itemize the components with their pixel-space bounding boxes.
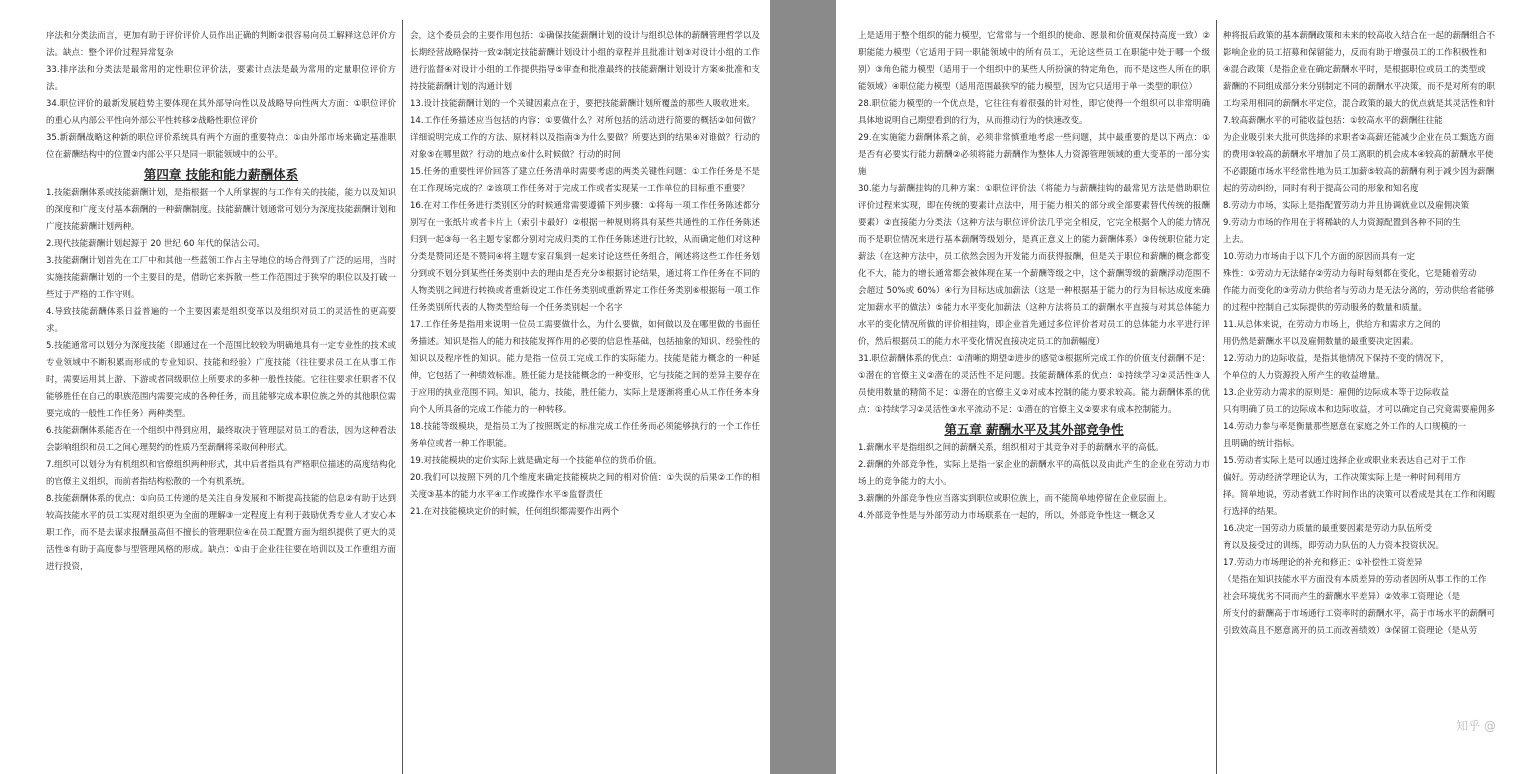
paragraph: 3.技能薪酬计划首先在工厂中和其他一些蓝领工作占主导地位的场合得到了广泛的运用，当时实施技能薪酬计划的一个主要目的是，借助它来拆散一些工作范围过于狭窄的职位以及打破一些过于严格的工作守则。: [46, 256, 396, 300]
text-line: 不必跟随市场水平经常性地为员工加薪⑤较高的薪酬有利于减少因为薪酬: [1223, 167, 1495, 177]
text-line: 育以及接受过的训练，即劳动力队伍的人力资本投资状况。: [1223, 541, 1445, 551]
text-line: 上去。: [1223, 235, 1249, 245]
text-line: 个单位的人力资源投入所产生的收益增量。: [1223, 371, 1385, 381]
text-line: 14.劳动力参与率是衡量那些愿意在家庭之外工作的人口规模的一: [1223, 422, 1467, 432]
text-line: 种将报后政策的基本薪酬政策和未来的较高收入结合在一起的薪酬组合不: [1223, 31, 1496, 41]
paragraph: 14.工作任务描述应当包括的内容：①要做什么？对所包括的活动进行简要的概括②如何做？详细说明完成工作的方法、原材料以及指南③为什么要做？所要达到的结果④对谁做？行动的对象⑤在哪里做？行动的地点⑥什么时候做？行动的时间: [410, 116, 760, 160]
text-line: 10.劳动力市场由于以下几个方面的原因而具有一定: [1223, 252, 1416, 262]
paragraph: 13.设计技能薪酬计划的一个关键因素点在于，要把技能薪酬计划所覆盖的那些人吸收进来。: [410, 99, 756, 109]
paragraph: 1.技能薪酬体系或技能薪酬计划，是指根据一个人所掌握的与工作有关的技能，能力以及知识的深度和广度支付基本薪酬的一种薪酬制度。技能薪酬计划通常可划分为深度技能薪酬计划和广度技能薪酬计划两种。: [46, 188, 396, 232]
left-column-1: [46, 20, 403, 774]
text-line: 11.从总体来说，在劳动力市场上，供给方和需求方之间的: [1223, 320, 1441, 330]
text-line: 薪酬的不同组成部分来分别制定不同的薪酬水平决策，而不是对所有的职: [1223, 82, 1496, 92]
text-line: 影响企业的员工招募和保留能力，反而有助于增强员工的工作积极性和: [1223, 48, 1487, 58]
paragraph: 7.组织可以划分为有机组织和官僚组织两种形式，其中后者指具有严格职位描述的高度结构化的官僚主义组织，而前者指结构松散的一个有机系统。: [46, 460, 396, 487]
left-column-2: [410, 20, 760, 774]
paragraph: 16.在对工作任务进行类别区分的时候通常需要遵循下列步骤：①将每一项工作任务陈述都分别写在一张纸片或者卡片上（索引卡最好）②根据一种规则将具有某些共通性的工作任务陈述归到一起③每一名主题专家都分别对完成归类的工作任务陈述进行比较，从而确定他们对这种分类是赞同还是不赞同④将主题专家召集到一起来讨论这些任务组合，阐述将这些工作任务划分到或不划分到某些任务类别中去的理由是否充分⑤根据讨论结果，通过将工作任务在不同的人物类别之间进行转换或者重新设定工作任务类别或重新界定工作任务类别⑥根据每一项工作任务类别所代表的人物类型给每一个任务类别起一个名字: [410, 201, 760, 313]
paragraph: 5.技能通常可以划分为深度技能（即通过在一个范围比较较为明确地具有一定专业性的技术或专业领域中不断积累而形成的专业知识、技能和经验）广度技能（往往要求员工在从事工作时，需要运用其上游、下游或者同级职位上所要求的多种一般性技能。它往往要求任职者不仅能够胜任在自己的职族范围内需要完成的各种任务，而且能够完成本职位族之外的其他职位需要完成的一般性工作任务）两种类型。: [46, 341, 396, 419]
text-line: 行选择的结果。: [1223, 507, 1283, 517]
chapter-heading: 第五章 薪酬水平及其外部竞争性: [944, 422, 1124, 437]
text-line: 17.劳动力市场理论的补充和修正：①补偿性工资差异: [1223, 558, 1423, 568]
right-column-2: [1223, 20, 1536, 774]
paragraph: 会，这个委员会的主要作用包括：①确保技能薪酬计划的设计与组织总体的薪酬管理哲学以及长期经营战略保持一致②制定技能薪酬计划设计小组的章程并且批准计划③对设计小组的工作进行监督④对设计小组的工作提供指导⑤审查和批准最终的技能薪酬计划设计方案⑥批准和支持技能薪酬计划的沟通计划: [410, 31, 760, 92]
paragraph: 1.薪酬水平是指组织之间的薪酬关系，组织相对于其竞争对手的薪酬水平的高低。: [858, 443, 1164, 453]
right-column-1: [858, 20, 1217, 774]
paragraph: 35.新薪酬战略这种新的职位评价系统具有两个方面的重要特点：①由外部市场来确定基准职位在薪酬结构中的位置②内部公平只是同一职能领域中的公平。: [46, 133, 396, 160]
text-line: 社会环境优劣不同而产生的薪酬水平差异）②效率工资理论（是: [1223, 592, 1461, 602]
paragraph: 33.排序法和分类法是最常用的定性职位评价法，要素计点法是最为常用的定量职位评价方法。: [46, 65, 396, 92]
paragraph: 34.职位评价的最新发展趋势主要体现在其外部导向性以及战略导向性两大方面：①职位评价的重心从内部公平性向外部公平性转移②战略性职位评价: [46, 99, 396, 126]
text-line: 起的劳动纠纷，同时有利于提高公司的形象和知名度: [1223, 184, 1419, 194]
text-line: 只有明确了员工的边际成本和边际收益，才可以确定自己究竟需要雇佣多: [1223, 405, 1496, 415]
paragraph: 6.技能薪酬体系能否在一个组织中得到应用，最终取决于管理层对员工的看法，因为这种看法会影响组织和员工之间心理契约的性质乃至薪酬将采取何种形式。: [46, 426, 396, 453]
paragraph: 2.现代技能薪酬计划起源于 20 世纪 60 年代的保洁公司。: [46, 239, 266, 249]
text-line: 工均采用相同的薪酬水平定位，混合政策的最大的优点就是其灵活性和针: [1223, 99, 1496, 109]
right-page: [836, 0, 1536, 774]
paragraph: 19.对技能模块的定价实际上就是确定每一个技能单位的货币价值。: [410, 456, 662, 466]
paragraph: 18.技能等级模块，是指员工为了按照既定的标准完成工作任务而必须能够执行的一个工作任务单位或者一种工作职能。: [410, 422, 760, 449]
paragraph: 3.薪酬的外部竞争性应当落实到职位或职位族上，而不能简单地停留在企业层面上。: [858, 494, 1173, 504]
text-line: 殊性：①劳动力无法储存②劳动力每时每刻都在变化，它是随着劳动: [1223, 269, 1477, 279]
paragraph: 29.在实施能力薪酬体系之前，必须非常慎重地考虑一些问题，其中最重要的是以下两点：①是否有必要实行能力薪酬②必须将能力薪酬作为整体人力资源管理领域的重大变革的一部分实施: [858, 133, 1210, 177]
paragraph: 上是适用于整个组织的能力模型，它常常与一个组织的使命、愿景和价值观保持高度一致）②职能能力模型（它适用于同一职能领域中的所有员工，无论这些员工在职能中处于哪一个级别）③角色能力模型（适用于一个组织中的某些人所扮演的特定角色，而不是这些人所在的职能领域）④职位能力模型（适用范围最狭窄的能力模型，因为它只适用于单一类型的职位）: [858, 31, 1210, 92]
text-line: ④混合政策（是指企业在确定薪酬水平时，是根据职位或员工的类型或: [1223, 65, 1486, 75]
paragraph: 17.工作任务是指用来说明一位员工需要做什么，为什么要做，如何做以及在哪里做的书面任务描述。知识是指人的能力和技能发挥作用的必要的信息性基础，包括抽象的知识、经验性的知识以及程序性的知识。能力是指一位员工完成工作的实际能力。技能是能力概念的一种延伸，它包括了一种绩效标准。胜任能力是技能概念的一种变形，它与技能之间的差异主要存在于应用的执业范围不同。知识，能力，技能，胜任能力，实际上是逐渐将重心从工作任务本身向个人所具备的完成工作能力的一种转移。: [410, 320, 760, 415]
paragraph: 31.职位薪酬体系的优点：①清晰的期望②进步的感觉③根据所完成工作的价值支付薪酬不足：①潜在的官僚主义②潜在的灵活性不足问题。技能薪酬体系的优点：①持续学习②灵活性③人员使用数量的精简不足：①潜在的官僚主义②对成本控制的能力要求较高。能力薪酬体系的优点：①持续学习②灵活性③水平流动不足：①潜在的官僚主义②要求有成本控制能力。: [858, 354, 1210, 415]
text-line: 用仍然是薪酬水平以及雇佣数量的最重要决定因素。: [1223, 337, 1419, 347]
text-line: 的过程中控制自己实际提供的劳动服务的数量和质量。: [1223, 303, 1428, 313]
paragraph: 30.能力与薪酬挂钩的几种方案：①职位评价法（将能力与薪酬挂钩的最常见方法是借助职位评价过程来实现，即在传统的要素计点法中，用于能力相关的部分或全部要素替代传统的报酬要素）②直接能力分类法（这种方法与职位评价法几乎完全相反，它完全根据个人的能力情况而不是职位情况来进行基本薪酬等级划分，是真正意义上的能力薪酬体系）③传统职位能力定薪法（在这种方法中，员工依然会因为开发能力而获得报酬，但是关于职位和薪酬的概念都变化不大，能力的增长通常都会被体现在某一个薪酬等级之中，这个薪酬等级的薪酬浮动范围不会超过 50%或 60%）④行为目标达成加薪法（这是一种根据基于能力的行为目标达成度来确定加薪水平的做法）⑤能力水平变化加薪法（这种方法将员工的薪酬水平直接与对其总体能力水平的变化情况所做的评价相挂钩，即企业首先通过多位评价者对员工的总体能力水平进行评价，然后根据员工的能力水平变化情况直接决定员工的加薪幅度）: [858, 184, 1210, 347]
text-line: 12.劳动力的边际收益，是指其他情况下保持不变的情况下，: [1223, 354, 1450, 364]
text-line: 偏好。劳动经济学理论认为，工作决策实际上是一种时间利用方: [1223, 473, 1462, 483]
paragraph: 8.技能薪酬体系的优点：①向员工传递的是关注自身发展和不断提高技能的信息②有助于达到较高技能水平的员工实现对组织更为全面的理解③一定程度上有利于鼓励优秀专业人才安心本职工作，而不是去谋求报酬虽高但不擅长的管理职位④在员工配置方面为组织提供了更大的灵活性⑤有助于高度参与型管理风格的形成。缺点：①由于企业往往要在培训以及工作重组方面进行投资，: [46, 494, 396, 572]
text-line: 的费用③较高的薪酬水平增加了员工离职的机会成本④较高的薪酬水平使: [1223, 150, 1494, 160]
paragraph: 28.职位能力模型的一个优点是，它往往有着很强的针对性，即它使得一个组织可以非常明确具体地说明自己期望看到的行为，从而推动行为的快速改变。: [858, 99, 1210, 126]
text-line: 9.劳动力市场的作用在于将稀缺的人力资源配置到各种不同的生: [1223, 218, 1461, 228]
chapter-heading: 第四章 技能和能力薪酬体系: [143, 167, 299, 182]
text-line: 为企业吸引来大批可供选择的求职者②高薪还能减少企业在员工甄选方面: [1223, 133, 1495, 143]
paragraph: 21.在对技能模块定价的时候，任何组织都需要作出两个: [410, 507, 620, 517]
text-line: （是指在知识技能水平方面没有本质差异的劳动者因所从事工作的工作: [1223, 575, 1487, 585]
paragraph: 15.任务的重要性评价回答了建立任务清单时需要考虑的两类关键性问题：①工作任务是不是在工作现场完成的？②该项工作任务对于完成工作或者实现某一工作单位的目标重不重要？: [410, 167, 760, 194]
text-line: 且明确的统计指标。: [1223, 439, 1300, 449]
text-line: 15.劳动者实际上是可以通过选择企业或职业来表达自己对于工作: [1223, 456, 1467, 466]
paragraph: 序法和分类法而言，更加有助于评价评价人员作出正确的判断②很容易向员工解释这总评价方法。缺点：整个评价过程异常复杂: [46, 31, 396, 58]
watermark: 知乎 @: [1456, 719, 1496, 733]
paragraph: 4.外部竞争性是与外部劳动力市场联系在一起的，所以，外部竞争性这一概念又: [858, 511, 1156, 521]
text-line: 16.决定一国劳动力质量的最重要因素是劳动力队伍所受: [1223, 524, 1433, 534]
text-line: 13.企业劳动力需求的原则是：雇佣的边际成本等于边际收益: [1223, 388, 1450, 398]
text-line: 择。简单地说，劳动者就工作时间作出的决策可以看成是其在工作和闲暇: [1223, 490, 1496, 500]
paragraph: 4.导致技能薪酬体系日益普遍的一个主要因素是组织变革以及组织对员工的灵活性的更高要求。: [46, 307, 396, 334]
text-line: 引致效高且不愿意离开的员工而改善绩效）③保留工资理论（是从劳: [1223, 626, 1478, 636]
paragraph: 2.薪酬的外部竞争性，实际上是指一家企业的薪酬水平的高低以及由此产生的企业在劳动力市场上的竞争能力的大小。: [858, 460, 1210, 487]
text-line: 7.较高薪酬水平的可能收益包括：①较高水平的薪酬往往能: [1223, 116, 1443, 126]
page-gap: [770, 0, 836, 774]
paragraph: 20.我们可以按照下列的几个维度来确定技能模块之间的相对价值：①失误的后果②工作的相关度③基本的能力水平④工作或操作水平⑤监督责任: [410, 473, 760, 500]
text-line: 所支付的薪酬高于市场通行工资率时的薪酬水平，高于市场水平的薪酬可: [1223, 609, 1496, 619]
text-line: 作能力而变化的③劳动力供给者与劳动力是无法分离的，劳动供给者能够: [1223, 286, 1495, 296]
text-line: 8.劳动力市场，实际上是指配置劳动力并且协调就业以及雇佣决策: [1223, 201, 1470, 211]
